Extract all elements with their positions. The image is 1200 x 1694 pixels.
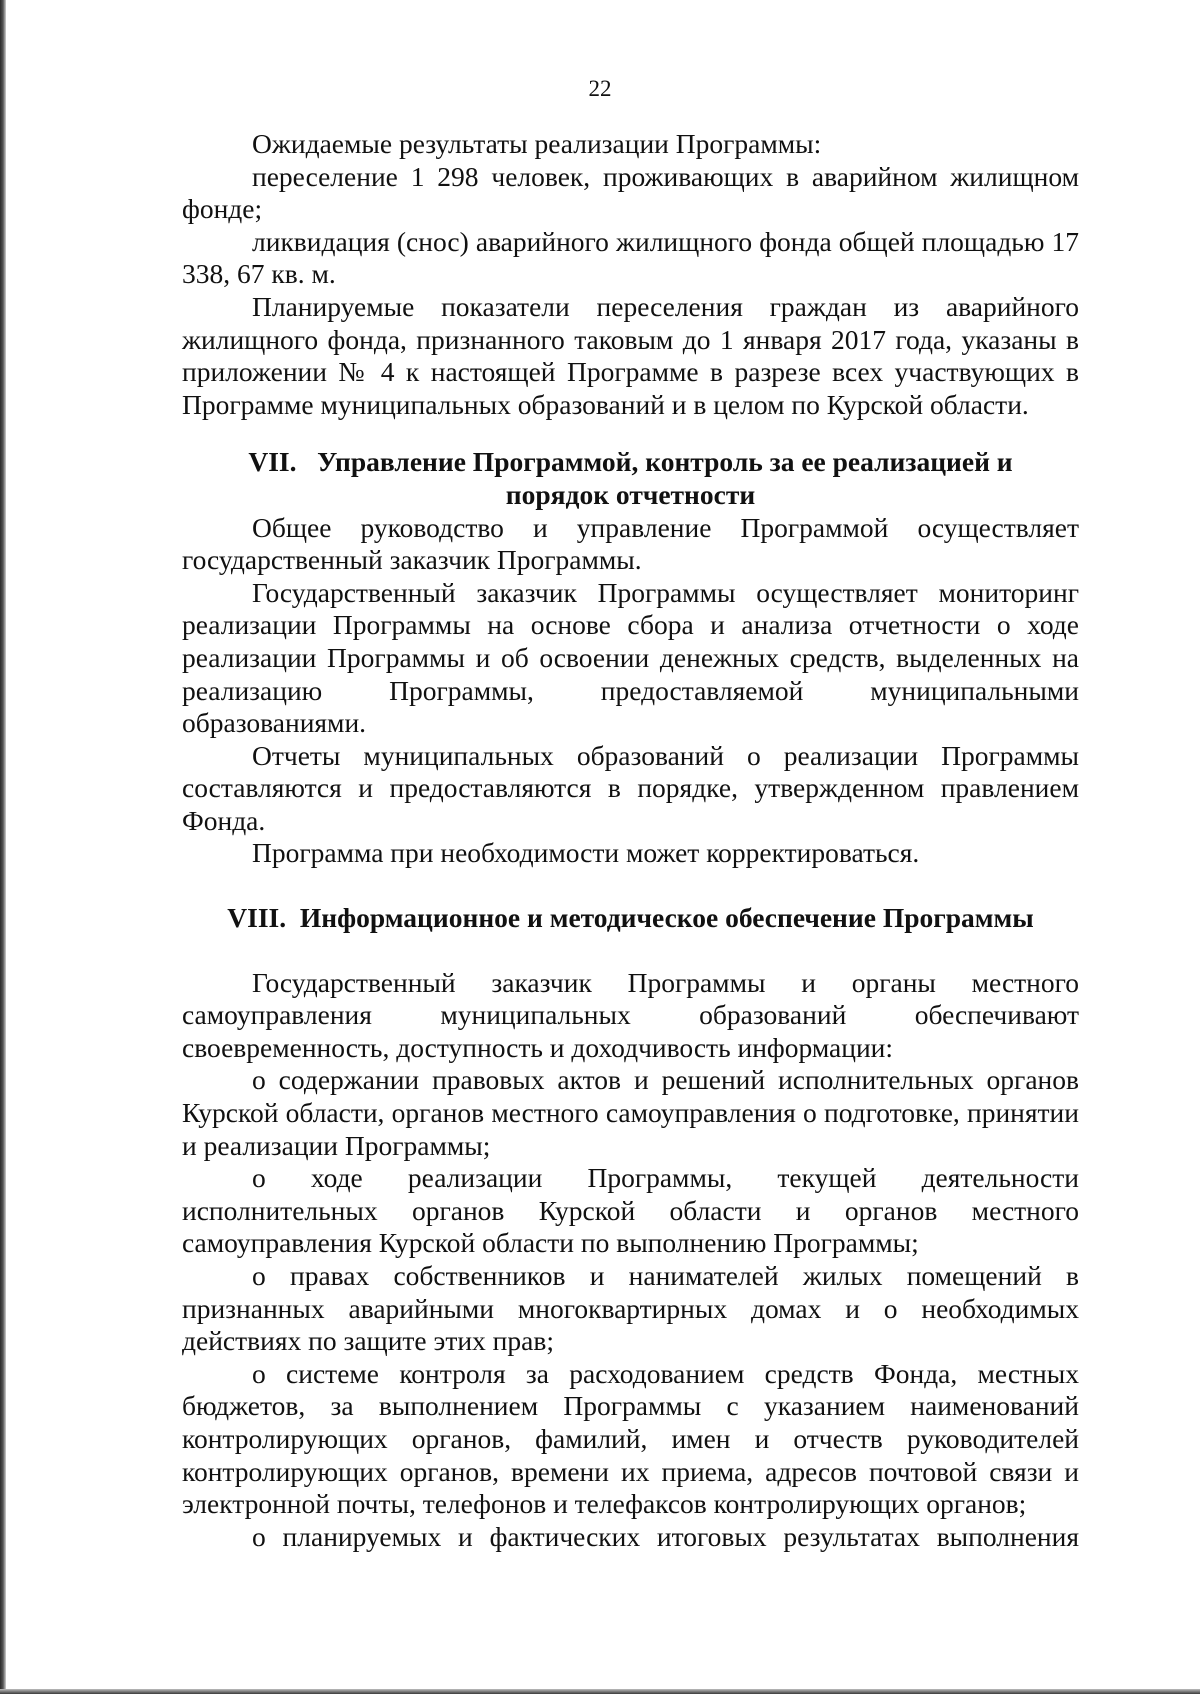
paragraph-planned-results: о планируемых и фактических итоговых результатах выполнения <box>252 1520 1079 1552</box>
paragraph-general-management: Общее руководство и управление Программой осуществляет государственный заказчик Программы. <box>182 511 1079 576</box>
paragraph-planned-indicators: Планируемые показатели переселения граждан из аварийного жилищного фонда, признанного таковым до 1 января 2017 года, указаны в приложении № 4 к настоящей Программе в разрезе всех участвующих в Программе муниципальных образований и в целом по Курской области. <box>182 290 1079 420</box>
section-heading-7-line1: VII. Управление Программой, контроль за ее реализацией и <box>248 446 1013 478</box>
section-heading-7-line2: порядок отчетности <box>505 478 756 510</box>
section-heading-8: VIII. Информационное и методическое обеспечение Программы <box>227 902 1034 934</box>
paragraph-owner-rights: о правах собственников и нанимателей жилых помещений в признанных аварийными многоквартирных домах и о необходимых действиях по защите этих прав; <box>182 1260 1079 1357</box>
paragraph-legal-acts: о содержании правовых актов и решений исполнительных органов Курской области, органов местного самоуправления о подготовке, принятии и реализации Программы; <box>182 1064 1079 1161</box>
paragraph-information-provision: Государственный заказчик Программы и органы местного самоуправления муниципальных образований обеспечивают своевременность, доступность и доходчивость информации: <box>182 966 1079 1063</box>
document-body <box>182 128 1079 1553</box>
page-number: 22 <box>588 76 612 101</box>
paragraph-demolition: ликвидация (снос) аварийного жилищного фонда общей площадью 17 338, 67 кв. м. <box>182 225 1079 290</box>
paragraph-implementation-progress: о ходе реализации Программы, текущей деятельности исполнительных органов Курской области и органов местного самоуправления Курской области по выполнению Программы; <box>182 1162 1079 1259</box>
paragraph-correction: Программа при необходимости может корректироваться. <box>252 837 920 869</box>
paragraph-control-system: о системе контроля за расходованием средств Фонда, местных бюджетов, за выполнением Программы с указанием наименований контролирующих органов, фамилий, имен и отчеств руководителей контролирующих органов, времени их приема, адресов почтовой связи и электронной почты, телефонов и телефаксов контролирующих органов; <box>182 1357 1079 1520</box>
scan-edge-left <box>0 0 6 1694</box>
paragraph-expected-results: Ожидаемые результаты реализации Программы: <box>252 128 822 159</box>
paragraph-monitoring: Государственный заказчик Программы осуществляет мониторинг реализации Программы на основе сбора и анализа отчетности о ходе реализации Программы и об освоении денежных средств, выделенных на реализацию Программы, предоставляемой муниципальными образованиями. <box>182 576 1079 739</box>
scan-edge-bottom <box>0 1689 1200 1694</box>
paragraph-resettlement: переселение 1 298 человек, проживающих в аварийном жилищном фонде; <box>182 160 1079 225</box>
section-heading-7 <box>182 446 1079 511</box>
paragraph-reports: Отчеты муниципальных образований о реализации Программы составляются и предоставляются в порядке, утвержденном правлением Фонда. <box>182 739 1079 836</box>
